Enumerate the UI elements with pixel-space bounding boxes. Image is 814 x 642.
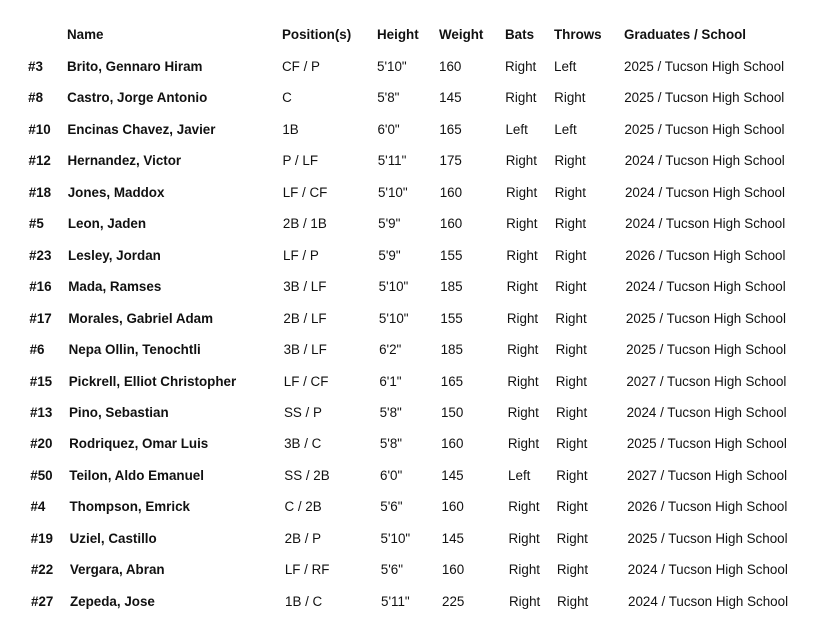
player-position: LF / CF <box>283 373 329 389</box>
table-row <box>0 307 814 331</box>
player-position: 2B / LF <box>283 310 327 326</box>
player-bats: Right <box>505 90 537 106</box>
player-number: #18 <box>28 184 52 200</box>
player-number: #15 <box>29 373 53 389</box>
player-school: 2027 / Tucson High School <box>627 467 788 483</box>
player-bats: Right <box>507 436 540 452</box>
table-row <box>0 275 814 299</box>
player-throws: Right <box>555 279 587 295</box>
player-school: 2025 / Tucson High School <box>626 342 787 358</box>
player-throws: Right <box>554 153 586 169</box>
player-position: LF / RF <box>284 562 330 578</box>
player-height: 5'6" <box>380 499 403 515</box>
player-throws: Right <box>556 499 588 515</box>
player-name: Jones, Maddox <box>67 184 165 200</box>
player-school: 2025 / Tucson High School <box>626 436 787 452</box>
player-height: 5'6" <box>380 562 403 578</box>
player-number: #16 <box>29 279 52 295</box>
player-number: #50 <box>30 467 53 483</box>
header-bats: Bats <box>505 27 535 42</box>
player-position: P / LF <box>282 153 318 169</box>
player-bats: Right <box>506 279 538 295</box>
player-bats: Right <box>506 310 539 326</box>
table-row <box>0 212 814 236</box>
player-school: 2024 / Tucson High School <box>625 216 786 232</box>
player-school: 2025 / Tucson High School <box>625 310 786 326</box>
player-bats: Right <box>507 342 539 358</box>
player-number: #6 <box>29 342 45 358</box>
player-bats: Right <box>508 530 540 546</box>
player-position: 3B / LF <box>283 342 327 358</box>
player-throws: Right <box>555 247 587 263</box>
player-throws: Right <box>556 530 588 546</box>
player-weight: 150 <box>440 404 464 420</box>
player-height: 5'8" <box>379 436 403 452</box>
player-position: SS / 2B <box>284 467 330 483</box>
player-weight: 145 <box>441 530 464 546</box>
player-throws: Right <box>556 436 588 452</box>
player-school: 2027 / Tucson High School <box>626 373 787 389</box>
player-number: #3 <box>28 59 43 74</box>
player-name: Pino, Sebastian <box>68 404 169 420</box>
table-row <box>0 527 814 551</box>
table-row <box>0 401 814 425</box>
player-position: C <box>282 90 292 106</box>
player-position: 3B / LF <box>283 279 327 295</box>
player-throws: Right <box>555 404 588 420</box>
player-school: 2024 / Tucson High School <box>626 404 787 420</box>
header-name: Name <box>67 27 104 42</box>
player-position: LF / P <box>283 247 319 263</box>
player-school: 2026 / Tucson High School <box>627 499 788 515</box>
table-row <box>0 558 814 582</box>
player-name: Zepeda, Jose <box>70 593 155 609</box>
player-weight: 155 <box>440 310 463 326</box>
table-header-row <box>0 23 814 47</box>
player-weight: 185 <box>440 279 463 295</box>
player-name: Lesley, Jordan <box>68 247 161 263</box>
player-school: 2025 / Tucson High School <box>624 121 785 137</box>
player-name: Morales, Gabriel Adam <box>68 310 214 326</box>
player-height: 6'2" <box>379 342 402 358</box>
player-weight: 160 <box>441 562 465 578</box>
table-row <box>0 464 814 488</box>
player-number: #17 <box>29 310 52 326</box>
player-position: 2B / 1B <box>282 216 327 232</box>
table-row <box>0 590 814 614</box>
player-throws: Right <box>554 216 587 232</box>
player-number: #5 <box>28 216 44 232</box>
player-height: 5'10" <box>380 530 411 546</box>
player-weight: 160 <box>439 216 463 232</box>
player-bats: Right <box>505 184 538 200</box>
player-height: 5'11" <box>377 153 407 169</box>
player-position: SS / P <box>283 404 322 420</box>
player-name: Pickrell, Elliot Christopher <box>68 373 237 389</box>
player-bats: Right <box>505 59 537 74</box>
player-height: 5'10" <box>378 279 409 295</box>
player-position: 1B / C <box>285 593 323 609</box>
table-row <box>0 370 814 394</box>
player-name: Castro, Jorge Antonio <box>67 90 208 106</box>
player-weight: 165 <box>439 121 462 137</box>
player-school: 2025 / Tucson High School <box>627 530 788 546</box>
player-weight: 145 <box>441 467 464 483</box>
player-height: 5'10" <box>377 184 408 200</box>
player-school: 2024 / Tucson High School <box>624 153 785 169</box>
player-height: 5'10" <box>377 59 407 74</box>
player-school: 2024 / Tucson High School <box>628 593 789 609</box>
player-name: Thompson, Emrick <box>69 499 191 515</box>
player-weight: 160 <box>439 59 462 74</box>
player-number: #20 <box>30 436 53 452</box>
player-bats: Right <box>508 562 541 578</box>
player-number: #12 <box>28 153 51 169</box>
player-name: Brito, Gennaro Hiram <box>67 59 203 74</box>
player-school: 2026 / Tucson High School <box>625 247 786 263</box>
player-height: 6'1" <box>379 373 402 389</box>
player-name: Uziel, Castillo <box>69 530 157 546</box>
player-position: 2B / P <box>284 530 322 546</box>
player-weight: 225 <box>442 593 465 609</box>
player-number: #4 <box>30 499 46 515</box>
player-weight: 185 <box>440 342 463 358</box>
player-height: 5'11" <box>381 593 410 609</box>
player-throws: Right <box>555 342 587 358</box>
player-throws: Right <box>554 184 586 200</box>
player-throws: Right <box>556 467 588 483</box>
player-bats: Right <box>507 404 539 420</box>
player-name: Vergara, Abran <box>69 562 165 578</box>
player-height: 5'9" <box>378 216 401 232</box>
table-row <box>0 86 814 110</box>
player-bats: Right <box>509 593 541 609</box>
player-school: 2025 / Tucson High School <box>624 59 785 74</box>
player-bats: Right <box>506 247 538 263</box>
table-row <box>0 149 814 173</box>
player-school: 2024 / Tucson High School <box>625 279 786 295</box>
player-throws: Right <box>554 90 586 106</box>
player-number: #23 <box>29 247 52 263</box>
player-throws: Right <box>555 373 588 389</box>
player-height: 5'9" <box>378 247 401 263</box>
player-position: C / 2B <box>284 499 322 515</box>
player-bats: Right <box>506 216 538 232</box>
player-weight: 160 <box>441 436 464 452</box>
player-position: LF / CF <box>282 184 328 200</box>
header-school: Graduates / School <box>624 27 747 42</box>
player-school: 2025 / Tucson High School <box>624 90 785 106</box>
player-position: 1B <box>282 121 299 137</box>
player-weight: 145 <box>439 90 462 106</box>
player-bats: Left <box>508 467 531 483</box>
table-row <box>0 244 814 268</box>
player-throws: Right <box>555 310 587 326</box>
player-bats: Right <box>508 499 540 515</box>
player-school: 2024 / Tucson High School <box>627 562 788 578</box>
header-position: Position(s) <box>282 27 352 42</box>
player-throws: Left <box>554 59 577 74</box>
player-weight: 165 <box>440 373 464 389</box>
player-height: 5'8" <box>379 404 402 420</box>
player-number: #8 <box>28 90 44 106</box>
player-name: Teilon, Aldo Emanuel <box>69 467 204 483</box>
player-bats: Left <box>505 121 528 137</box>
header-height: Height <box>377 27 419 42</box>
player-throws: Right <box>556 562 589 578</box>
player-height: 6'0" <box>377 121 400 137</box>
player-name: Mada, Ramses <box>68 279 162 295</box>
player-height: 5'10" <box>378 310 409 326</box>
player-bats: Right <box>505 153 537 169</box>
player-weight: 175 <box>439 153 462 169</box>
player-height: 6'0" <box>380 467 403 483</box>
player-name: Nepa Ollin, Tenochtli <box>68 342 201 358</box>
table-row <box>0 55 814 79</box>
player-name: Hernandez, Victor <box>67 153 182 169</box>
player-position: 3B / C <box>284 436 322 452</box>
player-weight: 160 <box>439 184 463 200</box>
player-height: 5'8" <box>377 90 400 106</box>
table-row <box>0 118 814 142</box>
player-number: #10 <box>28 121 51 137</box>
table-row <box>0 181 814 205</box>
player-number: #27 <box>31 593 54 609</box>
player-weight: 155 <box>440 247 463 263</box>
player-name: Encinas Chavez, Javier <box>67 121 216 137</box>
player-name: Rodriquez, Omar Luis <box>69 436 209 452</box>
table-row <box>0 432 814 456</box>
player-name: Leon, Jaden <box>67 216 147 232</box>
player-number: #13 <box>29 404 53 420</box>
table-row <box>0 338 814 362</box>
player-throws: Left <box>554 121 577 137</box>
header-weight: Weight <box>439 27 484 42</box>
player-school: 2024 / Tucson High School <box>624 184 785 200</box>
player-bats: Right <box>507 373 539 389</box>
player-weight: 160 <box>441 499 464 515</box>
player-position: CF / P <box>282 59 320 74</box>
player-number: #22 <box>30 562 54 578</box>
header-throws: Throws <box>554 27 602 42</box>
player-throws: Right <box>557 593 589 609</box>
table-row <box>0 495 814 519</box>
player-number: #19 <box>30 530 53 546</box>
